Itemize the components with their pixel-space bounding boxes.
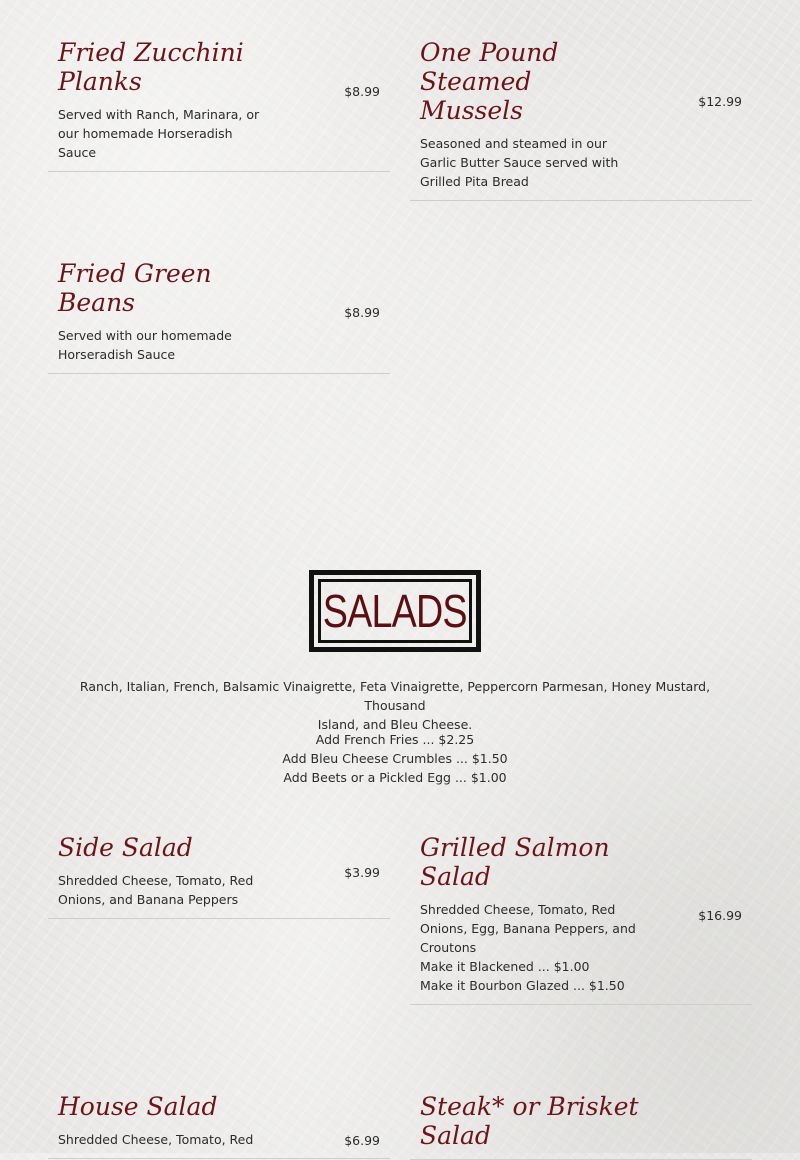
menu-item-side-salad <box>58 833 390 909</box>
item-description <box>58 326 268 364</box>
item-description-line: Shredded Cheese, Tomato, Red <box>58 1132 254 1147</box>
section-title: SALADS <box>323 585 467 637</box>
item-name <box>58 833 278 862</box>
item-price: $3.99 <box>344 865 380 880</box>
item-description-line: Make it Blackened ... $1.00 <box>420 959 590 974</box>
menu-item-house-salad <box>58 1092 390 1149</box>
item-description-line: Seasoned and steamed in our <box>420 136 608 151</box>
item-name <box>58 38 278 96</box>
menu-item-steak-or-brisket-salad <box>420 1092 752 1150</box>
salads-heading-frame <box>318 579 472 643</box>
item-name-line: Salad <box>420 1121 491 1150</box>
salads-section-heading <box>309 570 481 652</box>
item-name-line: Beans <box>58 288 136 317</box>
dressing-options-line: Island, and Bleu Cheese. <box>317 717 473 732</box>
item-name <box>420 833 640 891</box>
item-description <box>420 900 640 995</box>
item-name <box>58 1092 278 1121</box>
item-description <box>58 1130 268 1149</box>
item-name <box>58 259 278 317</box>
addon-item: Add Beets or a Pickled Egg ... $1.00 <box>283 770 507 785</box>
item-description <box>420 134 630 191</box>
salad-addons <box>200 730 590 787</box>
item-description-line: Make it Bourbon Glazed ... $1.50 <box>420 978 625 993</box>
item-description-line: Shredded Cheese, Tomato, Red <box>420 902 616 917</box>
dressing-options-line: Ranch, Italian, French, Balsamic Vinaigrette, Feta Vinaigrette, Peppercorn Parmesan, Honey Mustard, Thousand <box>79 679 711 713</box>
item-name-line: One Pound <box>420 38 559 67</box>
item-name-line: Side Salad <box>58 833 193 862</box>
dressing-options <box>60 677 730 734</box>
item-price: $8.99 <box>344 305 380 320</box>
item-description-line: Onions, and Banana Peppers <box>58 892 239 907</box>
item-description-line: our homemade Horseradish Sauce <box>58 126 233 160</box>
item-price: $6.99 <box>344 1133 380 1148</box>
item-description-line: Onions, Egg, Banana Peppers, and <box>420 921 636 936</box>
item-name-line: House Salad <box>58 1092 218 1121</box>
menu-item-steamed-mussels <box>420 38 752 191</box>
item-name-line: Planks <box>58 67 142 96</box>
item-name-line: Steamed Mussels <box>420 67 532 125</box>
item-name-line: Fried Zucchini <box>58 38 244 67</box>
item-description-line: Garlic Butter Sauce served with <box>420 155 619 170</box>
item-price: $12.99 <box>698 94 742 109</box>
item-name-line: Fried Green <box>58 259 212 288</box>
item-price: $16.99 <box>698 908 742 923</box>
item-description-line: Horseradish Sauce <box>58 347 176 362</box>
item-name <box>420 38 640 125</box>
menu-item-fried-green-beans <box>58 259 390 364</box>
item-description-line: Shredded Cheese, Tomato, Red <box>58 873 254 888</box>
item-description <box>58 871 268 909</box>
menu-item-fried-zucchini-planks <box>58 38 390 162</box>
item-description-line: Croutons <box>420 940 477 955</box>
item-description-line: Served with our homemade <box>58 328 232 343</box>
item-description-line: Grilled Pita Bread <box>420 174 529 189</box>
item-name <box>420 1092 660 1150</box>
item-description <box>58 105 273 162</box>
item-name-line: Salad <box>420 862 491 891</box>
item-name-line: Steak* or Brisket <box>420 1092 639 1121</box>
item-price: $8.99 <box>344 84 380 99</box>
addon-item: Add French Fries ... $2.25 <box>315 732 475 747</box>
menu-item-grilled-salmon-salad <box>420 833 752 995</box>
item-description-line: Served with Ranch, Marinara, or <box>58 107 260 122</box>
addon-item: Add Bleu Cheese Crumbles ... $1.50 <box>282 751 508 766</box>
item-name-line: Grilled Salmon <box>420 833 610 862</box>
